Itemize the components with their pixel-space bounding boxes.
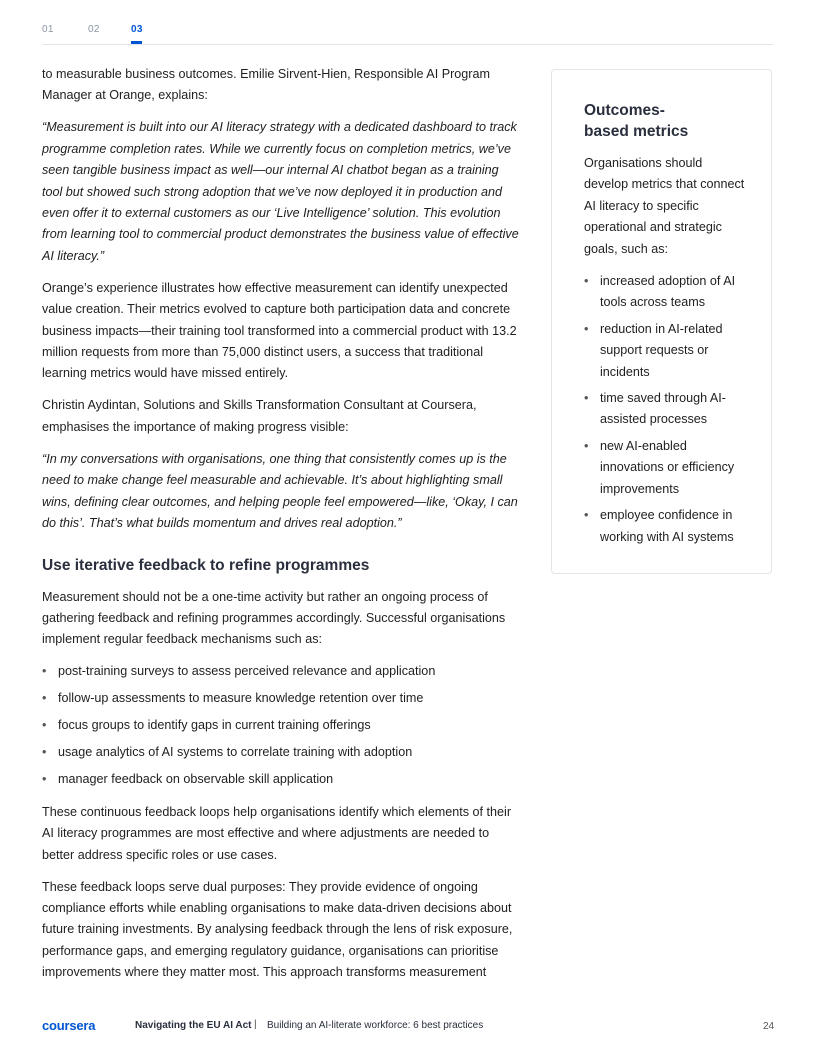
- bullet-icon: •: [42, 772, 47, 787]
- intro-paragraph: to measurable business outcomes. Emilie Sirvent-Hien, Responsible AI Program Manager at Orange, explains:: [42, 67, 490, 103]
- feedback-list: [42, 661, 522, 790]
- outcomes-metrics-callout: [551, 69, 772, 574]
- list-item: • employee confidence in working with AI systems: [584, 505, 745, 548]
- list-item: • focus groups to identify gaps in current training offerings: [42, 715, 522, 736]
- list-item: • manager feedback on observable skill application: [42, 769, 522, 790]
- orange-quote: “Measurement is built into our AI literacy strategy with a dedicated dashboard to track programme completion rates. While we currently focus on completion metrics, we’ve seen tangible business impact as well—our internal AI chatbot began as a training tool but showed such strong adoption that we’ve now deployed it in production and even offer it to external customers as our ‘Live Intelligence’ solution. This evolution from learning tool to commercial product demonstrates the business value of effective AI literacy.”: [42, 120, 519, 263]
- coursera-logo[interactable]: coursera: [42, 1018, 96, 1033]
- bullet-icon: •: [42, 718, 47, 733]
- list-item: • post-training surveys to assess perceived relevance and application: [42, 661, 522, 682]
- callout-list: [584, 271, 745, 548]
- bullet-icon: •: [584, 274, 589, 289]
- list-item: • follow-up assessments to measure knowledge retention over time: [42, 688, 522, 709]
- bullet-icon: •: [584, 438, 589, 453]
- list-item: • increased adoption of AI tools across teams: [584, 271, 745, 314]
- bullet-icon: •: [42, 691, 47, 706]
- bullet-icon: •: [584, 508, 589, 523]
- footer-separator: |: [254, 1019, 257, 1030]
- bullet-icon: •: [584, 321, 589, 336]
- section-tabs: [42, 0, 773, 45]
- tab-02[interactable]: 02: [88, 24, 100, 35]
- page-number: 24: [763, 1021, 775, 1032]
- christin-quote: “In my conversations with organisations, one thing that consistently comes up is the need to make change feel measurable and achievable. It’s about highlighting small wins, defining clear outcomes, and helping people feel empowered—like, ‘Okay, I can do this’. That’s what builds momentum and drives real adoption.”: [42, 451, 518, 531]
- callout-title: Outcomes- based metrics: [584, 102, 689, 140]
- footer-subtitle: Building an AI-literate workforce: 6 best practices: [267, 1020, 484, 1031]
- tab-03[interactable]: 03: [131, 24, 143, 35]
- bullet-icon: •: [584, 391, 589, 406]
- bullet-icon: •: [42, 664, 47, 679]
- list-item: • reduction in AI-related support requests or incidents: [584, 319, 745, 383]
- dual-purpose-paragraph: These feedback loops serve dual purposes: They provide evidence of ongoing compliance efforts while enabling organisations to make data-driven decisions about future training investments. By analysing feedback through the lens of risk exposure, performance gaps, and emerging regulatory guidance, organisations can prioritise improvements where they matter most. This approach transforms measurement: [42, 879, 513, 980]
- bullet-icon: •: [42, 745, 47, 760]
- active-tab-indicator: [131, 41, 142, 44]
- tab-01[interactable]: 01: [42, 24, 54, 35]
- main-content: [42, 64, 522, 994]
- loops-paragraph: These continuous feedback loops help organisations identify which elements of their AI literacy programmes are most effective and where adjustments are needed to better address specific roles or use cases.: [42, 804, 512, 862]
- list-item: • new AI-enabled innovations or efficiency improvements: [584, 436, 745, 500]
- feedback-paragraph: Measurement should not be a one-time activity but rather an ongoing process of gathering feedback and refining programmes accordingly. Successful organisations implement regular feedback mechanisms such as:: [42, 589, 506, 647]
- list-item: • usage analytics of AI systems to correlate training with adoption: [42, 742, 522, 763]
- orange-paragraph: Orange’s experience illustrates how effective measurement can identify unexpected value creation. Their metrics evolved to capture both participation data and concrete business impacts—their training tool transformed into a commercial product with 13.2 million requests from more than 75,000 distinct users, a success that traditional learning metrics would have missed entirely.: [42, 280, 517, 381]
- section-heading: Use iterative feedback to refine programmes: [42, 556, 370, 574]
- list-item: • time saved through AI-assisted processes: [584, 388, 745, 431]
- page-footer: [0, 1012, 816, 1042]
- footer-title: Navigating the EU AI Act: [135, 1020, 252, 1031]
- christin-paragraph: Christin Aydintan, Solutions and Skills Transformation Consultant at Coursera, emphasises the importance of making progress visible:: [42, 398, 477, 434]
- callout-intro: Organisations should develop metrics that connect AI literacy to specific operational and strategic goals, such as:: [584, 156, 745, 256]
